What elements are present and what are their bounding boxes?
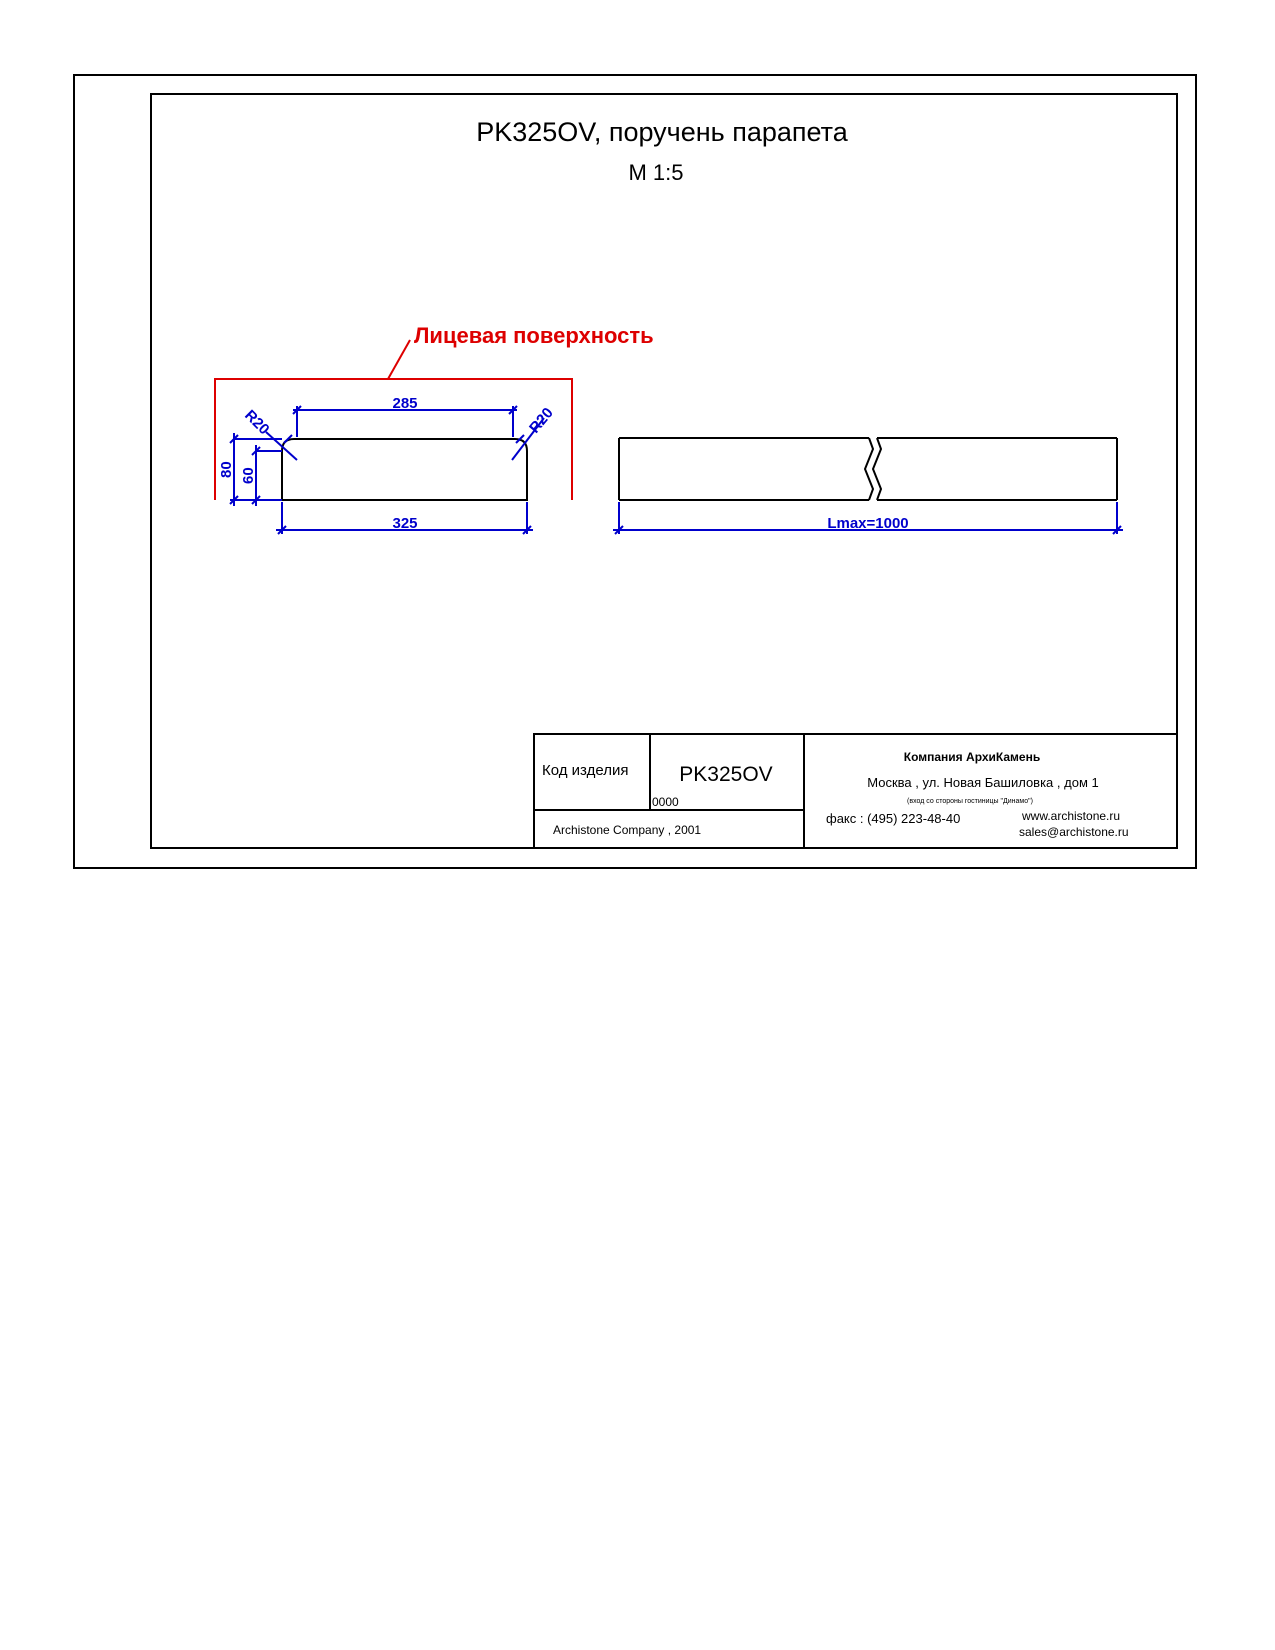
- company-website: www.archistone.ru: [1022, 809, 1121, 823]
- break-line: [865, 438, 873, 500]
- company-phone: факс : (495) 223-48-40: [826, 811, 961, 826]
- dim-height-inner: 60: [240, 467, 257, 484]
- dim-radius-left: R20: [241, 406, 273, 439]
- code-value: PK325OV: [679, 763, 773, 786]
- title-block: [534, 734, 1177, 848]
- company-address-note: (вход со стороны гостиницы "Динамо"): [907, 798, 1033, 805]
- copyright: Archistone Company , 2001: [553, 823, 702, 837]
- company-name: Компания АрхиКамень: [903, 750, 1041, 764]
- face-surface-callout: [215, 323, 654, 500]
- length-dimension: [613, 502, 1123, 534]
- dim-height-total: 80: [218, 461, 235, 478]
- dim-top-width: 285: [392, 395, 418, 412]
- code-label: Код изделия: [542, 762, 629, 779]
- drawing-title: PK325OV, поручень парапета: [476, 117, 848, 147]
- break-line: [873, 438, 881, 500]
- dim-radius-right: R20: [526, 404, 557, 437]
- company-address: Москва , ул. Новая Башиловка , дом 1: [867, 775, 1099, 790]
- side-view: [619, 438, 1117, 500]
- company-email: sales@archistone.ru: [1019, 825, 1129, 839]
- cross-section-dimensions: [218, 395, 557, 534]
- face-surface-label: Лицевая поверхность: [414, 323, 654, 348]
- dim-bottom-width: 325: [392, 515, 418, 532]
- cross-section-profile: [282, 439, 527, 500]
- drawing-scale: М 1:5: [628, 160, 684, 185]
- dim-length: Lmax=1000: [827, 515, 909, 532]
- code-number: 0000: [652, 795, 679, 809]
